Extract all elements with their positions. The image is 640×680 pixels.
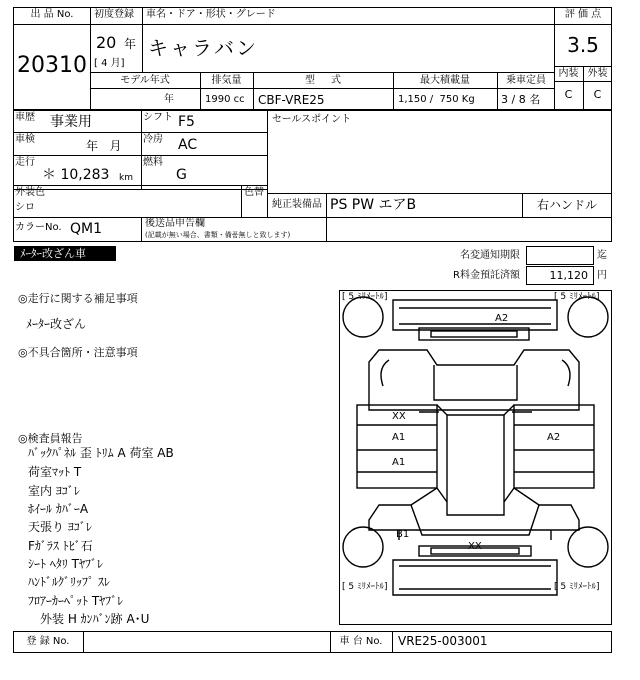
capacity-value: 3 / 8 名 xyxy=(501,93,541,106)
post-sale-label: 後送品申告欄 xyxy=(145,218,205,229)
driving-notes-title: ◎走行に関する補足事項 xyxy=(18,292,138,305)
mark-left-a1-lower: A1 xyxy=(392,457,406,468)
mileage-label: 走行 xyxy=(15,157,35,168)
steering-value: 右ハンドル xyxy=(536,198,597,212)
front-bumper xyxy=(393,560,557,595)
displacement-value: 1990 cc xyxy=(205,94,245,105)
interior-grade: C xyxy=(564,88,573,101)
recycle-label: R料金預託済額 xyxy=(453,270,520,281)
tire-rear-right xyxy=(568,297,608,337)
rear-bumper xyxy=(393,300,557,330)
inspector-line-2: 荷室ﾏｯﾄ T xyxy=(28,465,82,479)
vehicle-diagram-drawing xyxy=(339,290,612,625)
score-label: 評 価 点 xyxy=(564,9,602,20)
max-load-label: 最大積載量 xyxy=(420,75,470,86)
exterior-grade: C xyxy=(593,88,602,101)
recycle-unit: 円 xyxy=(597,270,607,281)
name-change-label: 名変通知期限 xyxy=(460,250,520,261)
first-reg-label: 初度登録 xyxy=(94,9,134,20)
ac-value: AC xyxy=(178,137,198,153)
inspector-line-5: 天張り ﾖｺﾞﾚ xyxy=(28,520,92,534)
color-box xyxy=(13,185,268,218)
type-label: 型 式 xyxy=(305,75,341,86)
max-load-value: 1,150 / 750 Kg xyxy=(398,94,475,105)
roof xyxy=(447,415,504,515)
equipment-value: PS PW エアB xyxy=(330,197,417,213)
name-change-unit: 迄 xyxy=(597,250,607,261)
tire-label-rear-right: [ 5 ﾐﾘﾒｰﾄﾙ] xyxy=(554,292,600,302)
color-change-label: 色替 xyxy=(244,187,264,198)
interior-label: 内装 xyxy=(558,68,579,79)
defects-title: ◎不具合箇所・注意事項 xyxy=(18,346,138,359)
mark-front-xx: XX xyxy=(468,541,482,552)
tire-label-front-right: [ 5 ﾐﾘﾒｰﾄﾙ] xyxy=(554,582,600,592)
inspector-line-9: ﾌﾛｱｰｶｰﾍﾟｯﾄ Tﾔﾌﾞﾚ xyxy=(28,594,124,608)
score-value: 3.5 xyxy=(567,33,599,57)
sales-point-label: セールスポイント xyxy=(272,114,352,125)
mileage-value: ＊ 10,283 xyxy=(42,167,110,183)
mark-rear-a2: A2 xyxy=(495,313,509,324)
inspector-line-6: Fｶﾞﾗｽ ﾄﾋﾞ石 xyxy=(28,539,93,553)
exterior-label: 外装 xyxy=(587,68,608,79)
equipment-label: 純正装備品 xyxy=(272,199,322,210)
post-sale-note: (記載が無い場合、書類・備품無しと致します) xyxy=(145,231,291,239)
mileage-unit: km xyxy=(119,173,133,183)
shift-label: シフト xyxy=(143,112,173,123)
fuel-value: G xyxy=(176,167,187,183)
car-name: キャラバン xyxy=(148,36,258,60)
vehicle-diagram xyxy=(339,290,612,625)
first-reg-year: 20 xyxy=(96,33,117,52)
lot-label: 出 品 No. xyxy=(30,9,74,20)
driving-notes-text: ﾒｰﾀｰ改ざん xyxy=(26,317,87,331)
tire-front-right xyxy=(568,527,608,567)
model-year-unit: 年 xyxy=(164,94,174,105)
name-change-field xyxy=(526,246,594,265)
tire-front-left xyxy=(343,527,383,567)
inspection-label: 車検 xyxy=(15,134,35,145)
model-year-label: モデル年式 xyxy=(120,75,170,86)
chassis-label: 車 台 No. xyxy=(339,636,383,647)
inspector-line-1: ﾊﾞｯｸﾊﾟﾈﾙ 歪 ﾄﾘﾑ A 荷室 AB xyxy=(28,446,174,460)
inspector-line-3: 室内 ﾖｺﾞﾚ xyxy=(28,484,80,498)
mark-front-b1: B1 xyxy=(396,529,410,540)
inspector-title: ◎検査員報告 xyxy=(18,432,83,445)
inspector-line-4: ﾎｲｰﾙ ｶﾊﾞｰA xyxy=(28,502,89,516)
meter-tampered-banner: ﾒｰﾀｰ改ざん車 xyxy=(14,246,116,261)
color-no-label: カラーNo. xyxy=(15,222,62,233)
mark-right-a2: A2 xyxy=(547,432,561,443)
inspector-line-8: ﾊﾝﾄﾞﾙｸﾞﾘｯﾌﾟ ｽﾚ xyxy=(28,575,110,589)
inspector-line-7: ｼｰﾄ ﾍﾀﾘ Tﾔﾌﾞﾚ xyxy=(28,557,103,571)
capacity-label: 乗車定員 xyxy=(506,75,546,86)
mark-left-a1-upper: A1 xyxy=(392,432,406,443)
rear-body xyxy=(369,350,579,410)
color-value: シロ xyxy=(15,202,35,213)
color-no-value: QM1 xyxy=(70,221,103,237)
recycle-amount: 11,120 xyxy=(549,269,588,282)
lot-number: 20310 xyxy=(17,53,87,78)
mark-left-xx: XX xyxy=(392,411,406,422)
shift-value: F5 xyxy=(178,114,195,130)
tire-label-front-left: [ 5 ﾐﾘﾒｰﾄﾙ] xyxy=(342,582,388,592)
chassis-value: VRE25-003001 xyxy=(398,634,488,648)
inspector-line-10: 外装 H ｶﾝﾊﾞﾝ跡 A･U xyxy=(40,612,150,626)
color-no-box xyxy=(13,217,612,242)
type-value: CBF-VRE25 xyxy=(258,93,325,107)
tire-label-rear-left: [ 5 ﾐﾘﾒｰﾄﾙ] xyxy=(342,292,388,302)
inspection-value: 年 月 xyxy=(86,139,122,153)
history-label: 車歴 xyxy=(15,112,35,123)
history-value: 事業用 xyxy=(50,114,92,130)
body-side-right xyxy=(514,405,594,488)
ac-label: 冷房 xyxy=(143,134,163,145)
tire-rear-left xyxy=(343,297,383,337)
color-label: 外装色 xyxy=(15,187,45,198)
car-name-label: 車名・ドア・形状・グレード xyxy=(146,9,276,20)
first-reg-year-unit: 年 xyxy=(124,37,137,51)
registration-label: 登 録 No. xyxy=(26,636,70,647)
first-reg-month: [ 4 月] xyxy=(94,58,125,69)
displacement-label: 排気量 xyxy=(211,75,242,86)
fuel-label: 燃料 xyxy=(143,157,163,168)
